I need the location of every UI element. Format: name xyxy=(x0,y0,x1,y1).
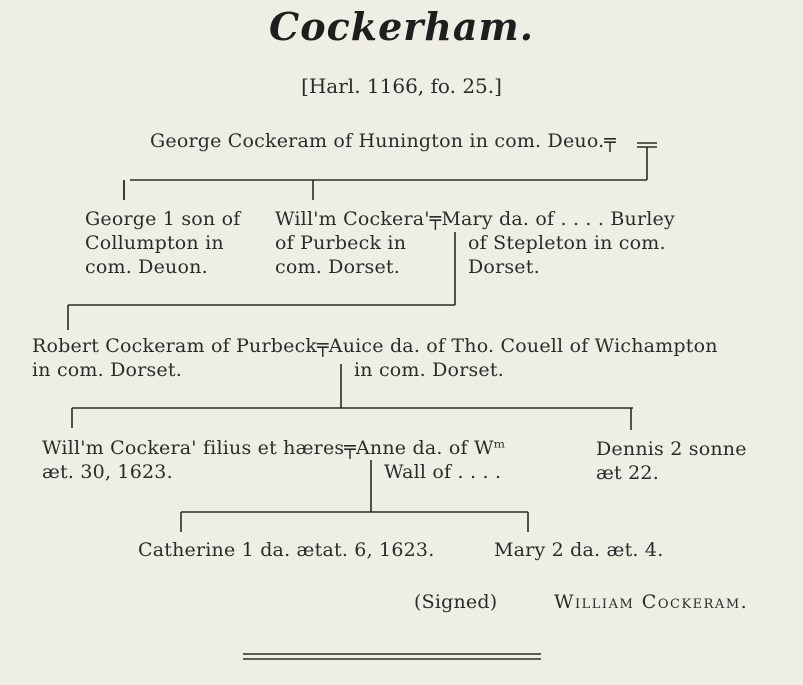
text-line: Dennis 2 sonne xyxy=(596,438,747,460)
text-line: in com. Dorset. xyxy=(354,359,504,381)
spouse-anne xyxy=(384,460,501,484)
daughter-mary: Mary 2 da. æt. 4. xyxy=(494,539,664,561)
william-name: Will'm Cockera' xyxy=(275,208,430,230)
text-line xyxy=(32,334,718,358)
spouse-anne-line1: Anne da. of Wᵐ xyxy=(355,437,506,459)
text-line: Collumpton in xyxy=(85,232,224,254)
text-line: of Stepleton in com. xyxy=(468,232,666,254)
text-line: Wall of . . . . xyxy=(384,461,502,483)
source-reference: [Harl. 1166, fo. 25.] xyxy=(301,74,502,98)
signed-label: (Signed) xyxy=(414,591,498,613)
spouse-mary xyxy=(468,231,666,279)
spouse-auice-line1: Auice da. of Tho. Couell of Wichampton xyxy=(328,335,718,357)
ancestor-george-cockeram xyxy=(150,129,616,153)
text-line: of Purbeck in xyxy=(275,232,407,254)
text-line: æt 22. xyxy=(596,462,659,484)
daughter-catherine: Catherine 1 da. ætat. 6, 1623. xyxy=(138,539,435,561)
child-george xyxy=(85,207,240,279)
text-line: George 1 son of xyxy=(85,208,241,230)
marriage-sign: ╤ xyxy=(344,437,356,459)
text-line: æt. 30, 1623. xyxy=(42,461,173,483)
marriage-sign: ╤ xyxy=(429,208,442,230)
marriage-sign: ╤ xyxy=(604,130,617,152)
signature-name: William Cockeram. xyxy=(554,591,749,613)
text-line xyxy=(42,436,506,460)
text-line: in com. Dorset. xyxy=(32,359,182,381)
marriage-sign: ╤ xyxy=(317,335,329,357)
page-title: Cockerham. xyxy=(269,4,534,49)
son-dennis xyxy=(596,437,747,485)
text-line: com. Deuon. xyxy=(85,256,208,278)
text-line: Dorset. xyxy=(468,256,540,278)
spouse-auice xyxy=(354,358,504,382)
william-heir-name: Will'm Cockera' filius et hæres xyxy=(42,437,345,459)
robert-name: Robert Cockeram of Purbeck xyxy=(32,335,318,357)
text-line xyxy=(275,207,675,231)
ancestor-name: George Cockeram of Hunington in com. Deuo. xyxy=(150,130,605,152)
spouse-mary-line1: Mary da. of . . . . Burley xyxy=(441,208,675,230)
text-line: com. Dorset. xyxy=(275,256,401,278)
